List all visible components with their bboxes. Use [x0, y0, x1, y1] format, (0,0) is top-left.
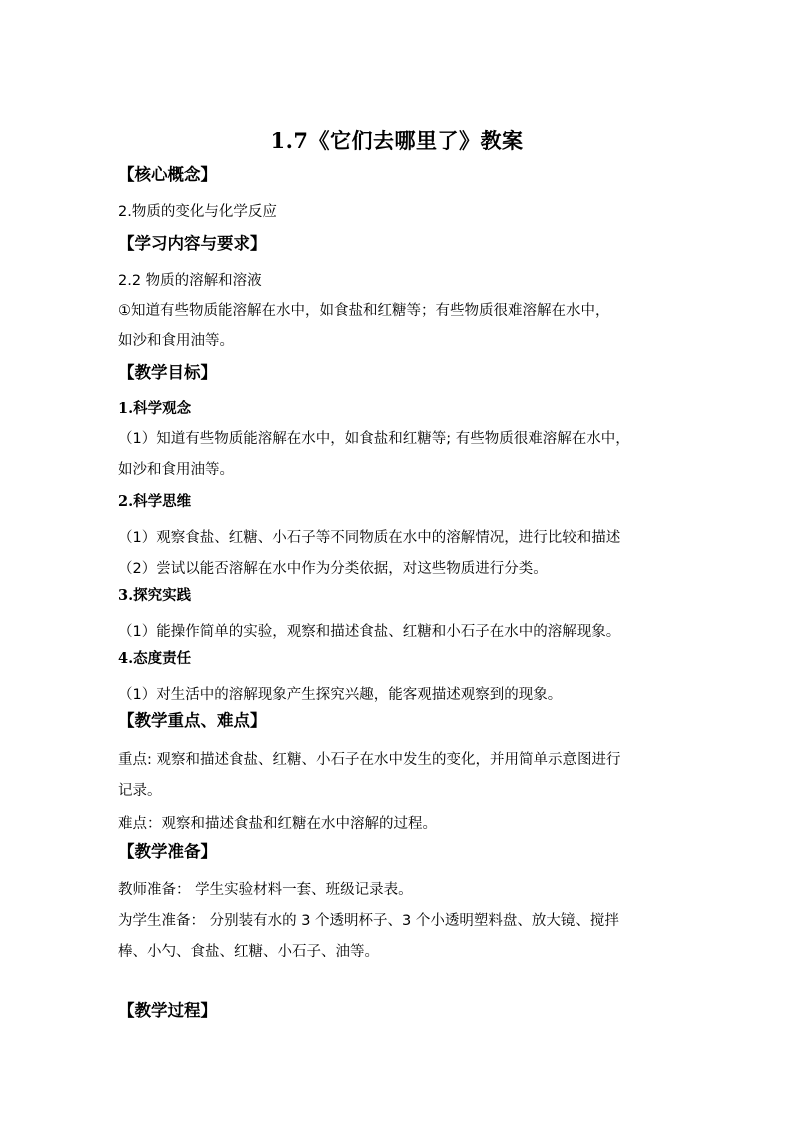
key-point-line-2: 记录。 — [118, 783, 162, 799]
teacher-preparation: 教师准备： 学生实验材料一套、班级记录表。 — [118, 882, 413, 898]
objective-science-concept: 1.科学观念 — [118, 400, 192, 417]
heading-learning-content: 【学习内容与要求】 — [118, 234, 267, 253]
difficult-point: 难点：观察和描述食盐和红糖在水中溶解的过程。 — [118, 816, 437, 832]
heading-preparation: 【教学准备】 — [118, 842, 217, 861]
key-point-line-1: 重点: 观察和描述食盐、红糖、小石子在水中发生的变化，并用简单示意图进行 — [118, 752, 621, 768]
heading-teaching-process: 【教学过程】 — [118, 1001, 217, 1020]
inquiry-practice-item: （1）能操作简单的实验，观察和描述食盐、红糖和小石子在水中的溶解现象。 — [118, 624, 621, 640]
heading-key-points: 【教学重点、难点】 — [118, 711, 267, 730]
heading-teaching-objectives: 【教学目标】 — [118, 363, 217, 382]
objective-attitude: 4.态度责任 — [118, 650, 192, 667]
attitude-item: （1）对生活中的溶解现象产生探究兴趣，能客观描述观察到的现象。 — [118, 687, 563, 703]
objective-science-thinking: 2.科学思维 — [118, 493, 192, 510]
learning-requirement-line-1: ①知道有些物质能溶解在水中，如食盐和红糖等；有些物质很难溶解在水中， — [118, 303, 610, 319]
learning-content-item: 2.2 物质的溶解和溶液 — [118, 273, 262, 289]
learning-requirement-line-2: 如沙和食用油等。 — [118, 333, 234, 349]
objective-inquiry-practice: 3.探究实践 — [118, 587, 192, 604]
heading-core-concept: 【核心概念】 — [118, 165, 217, 184]
core-concept-text: 2.物质的变化与化学反应 — [118, 204, 277, 220]
document-title: 1.7《它们去哪里了》教案 — [270, 128, 524, 153]
student-preparation-line-2: 棒、小勺、食盐、红糖、小石子、油等。 — [118, 944, 379, 960]
science-concept-line-1: （1）知道有些物质能溶解在水中，如食盐和红糖等; 有些物质很难溶解在水中， — [118, 431, 630, 447]
science-concept-line-2: 如沙和食用油等。 — [118, 462, 234, 478]
science-thinking-item-2: （2）尝试以能否溶解在水中作为分类依据，对这些物质进行分类。 — [118, 561, 548, 577]
student-preparation-line-1: 为学生准备： 分别装有水的 3 个透明杯子、3 个小透明塑料盘、放大镜、搅拌 — [118, 913, 619, 929]
science-thinking-item-1: （1）观察食盐、红糖、小石子等不同物质在水中的溶解情况，进行比较和描述 — [118, 530, 621, 546]
